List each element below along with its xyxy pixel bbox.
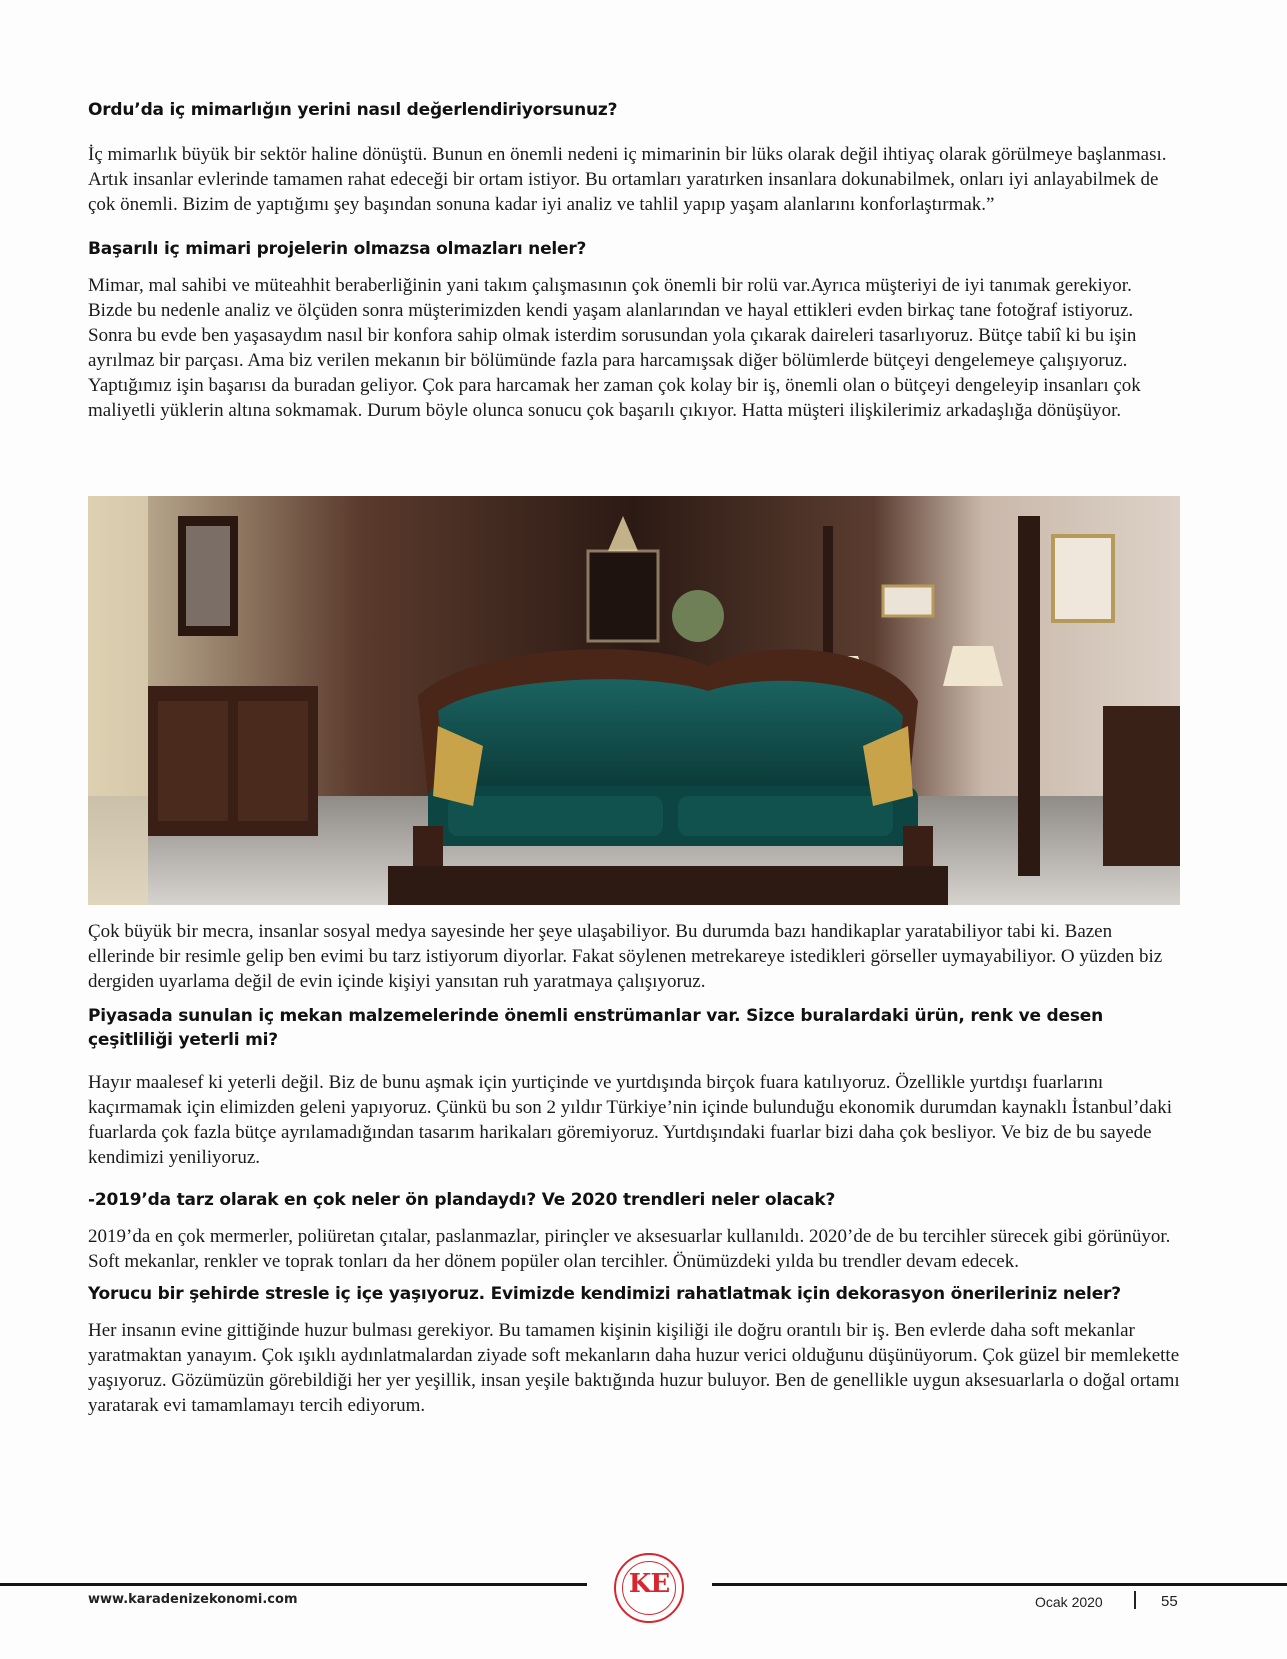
question-heading: Başarılı iç mimari projelerin olmazsa olmazları neler? [88,239,587,259]
footer-rule-left [0,1583,587,1586]
website-link[interactable]: www.karadenizekonomi.com [88,1592,298,1607]
answer-paragraph: Her insanın evine gittiğinde huzur bulması gerekiyor. Bu tamamen kişinin kişiliği ile doğru orantılı bir iş. Ben evlerde daha soft mekanlar yaratmaktan yanayım. Çok ışıklı aydınlatmalardan ziyade soft mekanların daha huzur verici olduğunu düşünüyorum. Çok güzel bir memlekette yaşıyoruz. Gözümüzün görebildiği her yer yeşillik, insan yeşile baktığında huzur buluyor. Ben de genellikle uygun aksesuarlarla o doğal ortamı yaratarak evi tamamlamayı tercih ediyorum. [88,1320,1180,1416]
question-heading: Ordu’da iç mimarlığın yerini nasıl değerlendiriyorsunuz? [88,100,618,120]
page-number: 55 [1161,1593,1178,1610]
answer-paragraph: 2019’da en çok mermerler, poliüretan çıtalar, paslanmazlar, pirinçler ve aksesuarlar kullanıldı. 2020’de de bu tercihler sürecek gibi görünüyor. Soft mekanlar, renkler ve toprak tonları da her dönem popüler olan tercihler. Önümüzdeki yılda bu trendler devam edecek. [88,1226,1171,1272]
question-heading: -2019’da tarz olarak en çok neler ön plandaydı? Ve 2020 trendleri neler olacak? [88,1190,836,1210]
ke-logo-text: KE [628,1569,670,1599]
ke-logo [614,1553,684,1623]
answer-paragraph: İç mimarlık büyük bir sektör haline dönüştü. Bunun en önemli nedeni iç mimarinin bir lüks olarak değil ihtiyaç olarak görülmeye başlanması. Artık insanlar evlerinde tamamen rahat edeceği bir ortam istiyor. Bu ortamları yaratırken insanlara dokunabilmek, onları iyi anlayabilmek de çok önemli. Bizim de yaptığımı şey başından sonuna kadar iyi analiz ve tahlil yapıp yaşam alanlarını konforlaştırmak.” [88,144,1167,215]
footer-separator [1134,1591,1136,1609]
footer-rule-right [712,1583,1287,1586]
question-heading: Yorucu bir şehirde stresle iç içe yaşıyoruz. Evimizde kendimizi rahatlatmak için dekorasyon önerileriniz neler? [88,1284,1121,1304]
issue-date: Ocak 2020 [1035,1594,1103,1610]
answer-paragraph: Çok büyük bir mecra, insanlar sosyal medya sayesinde her şeye ulaşabiliyor. Bu durumda bazı handikaplar yaratabiliyor tabi ki. Bazen ellerinde bir resimle gelip ben evimi bu tarz istiyorum diyorlar. Fakat söylenen metrekareye istedikleri görseller uymayabiliyor. O yüzden biz dergiden uyarlama değil de evin içinde kişiyi yansıtan ruh yaratmaya çalışıyoruz. [88,921,1163,992]
question-heading: Piyasada sunulan iç mekan malzemelerinde önemli enstrümanlar var. Sizce buralardaki ürün, renk ve desen çeşitliliği yeterli mi? [88,1006,1103,1050]
answer-paragraph: Mimar, mal sahibi ve müteahhit beraberliğinin yani takım çalışmasının çok önemli bir rolü var.Ayrıca müşteriyi de iyi tanımak gerekiyor. Bizde bu nedenle analiz ve ölçüden sonra müşterimizden kendi yaşam alanlarından ve hayal ettikleri evden birkaç tane fotoğraf istiyoruz. Sonra bu evde ben yaşasaydım nasıl bir konfora sahip olmak isterdim sorusundan yola çıkarak daireleri tasarlıyoruz. Bütçe tabiî ki bu işin ayrılmaz bir parçası. Ama biz verilen mekanın bir bölümünde fazla para harcamışsak diğer bölümlerde bütçeyi dengelemeye çalışıyoruz. Yaptığımız işin başarısı da buradan geliyor. Çok para harcamak her zaman çok kolay bir iş, önemli olan o bütçeyi dengeleyip insanları çok maliyetli yüklerin altına sokmamak. Durum böyle olunca sonucu çok başarılı çıkıyor. Hatta müşteri ilişkilerimiz arkadaşlığa dönüşüyor. [88,275,1141,421]
living-room-illustration [88,496,1180,905]
answer-paragraph: Hayır maalesef ki yeterli değil. Biz de bunu aşmak için yurtiçinde ve yurtdışında birçok fuara katılıyoruz. Özellikle yurtdışı fuarlarını kaçırmamak için elimizden geleni yapıyoruz. Çünkü bu son 2 yıldır Türkiye’nin içinde bulunduğu ekonomik durumdan kaynaklı İstanbul’daki fuarlarda çok fazla bütçe ayrılamadığından tasarım harikaları göremiyoruz. Yurtdışındaki fuarlar bizi daha çok besliyor. Ve biz de bu sayede kendimizi yeniliyoruz. [88,1072,1172,1168]
living-room-photo [88,496,1180,905]
